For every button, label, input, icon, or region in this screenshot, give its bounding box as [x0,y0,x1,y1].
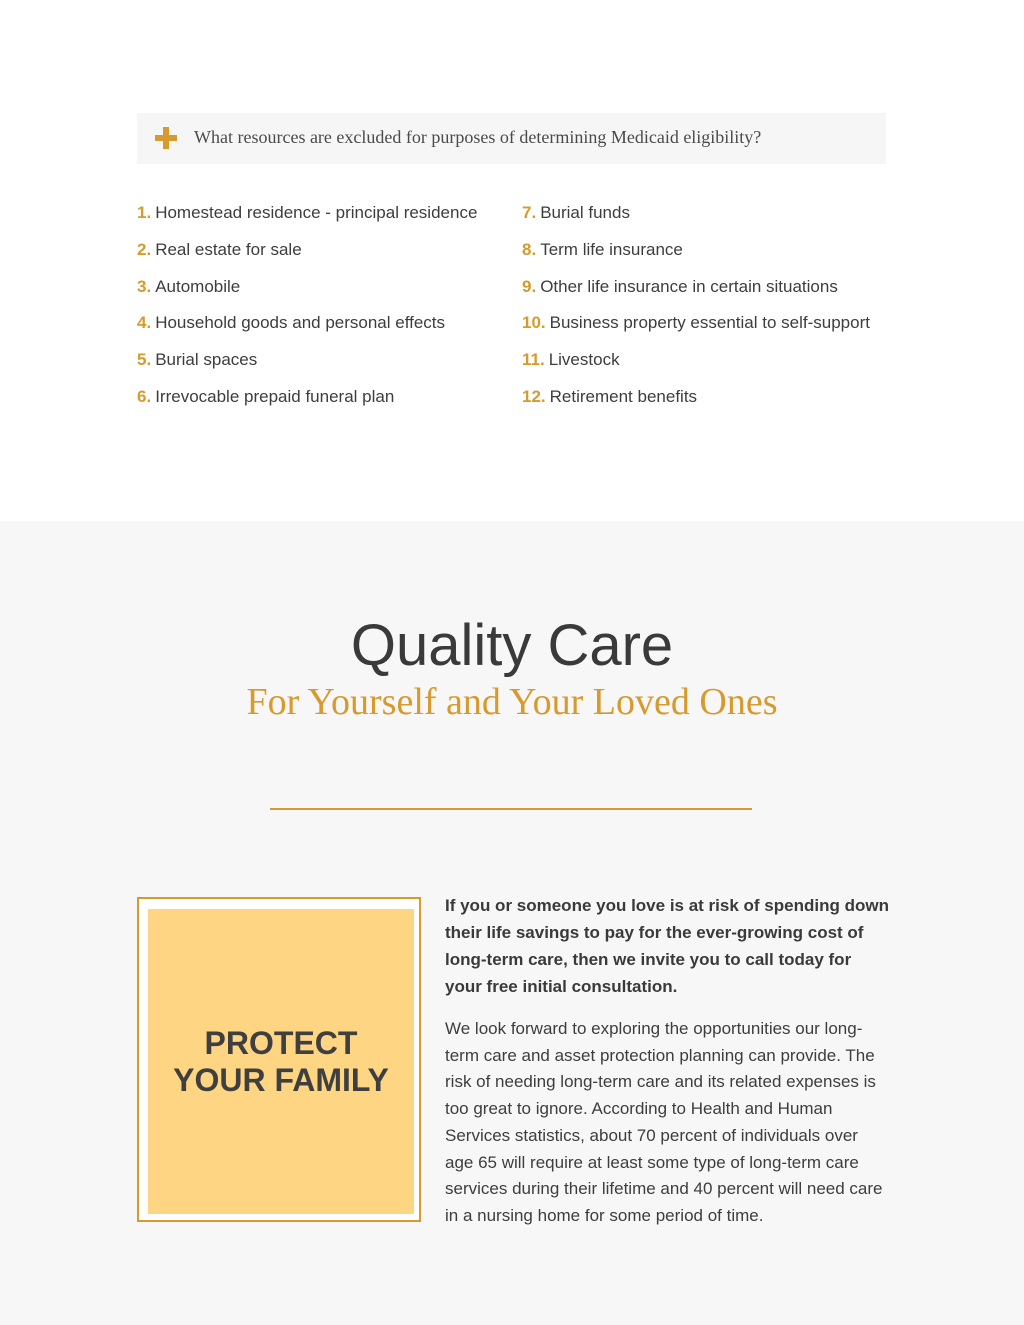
item-text: Burial spaces [155,350,258,370]
item-text: Business property essential to self-support [549,313,870,333]
item-number: 6. [137,386,152,406]
divider [270,808,752,810]
excluded-resources-list-left [137,198,477,419]
callout-line-1: PROTECT [204,1024,358,1061]
plus-icon[interactable] [155,127,177,149]
list-item [137,198,477,235]
item-text: Real estate for sale [155,239,302,259]
excluded-resources-list-right [522,198,870,419]
item-text: Homestead residence - principal residence [155,203,478,222]
list-item [522,198,870,235]
item-number: 1. [137,203,152,222]
quality-care-section [0,521,1024,1325]
callout-text [173,1025,389,1099]
section-title: Quality Care [350,613,674,678]
item-number: 7. [522,203,537,222]
list-item [522,272,870,309]
list-item [522,345,870,382]
item-text: Other life insurance in certain situations [540,276,838,296]
item-number: 2. [137,239,152,259]
section-subtitle: For Yourself and Your Loved Ones [246,681,778,723]
item-number: 9. [522,276,537,296]
body-paragraph: We look forward to exploring the opportunities our long-term care and asset protection planning can provide. The risk of needing long-term care and its related expenses is too great to ignore. According to Health and Human Services statistics, about 70 percent of individuals over age 65 will require at least some type of long-term care services during their lifetime and 40 percent will need care in a nursing home for some period of time. [445,1019,883,1225]
item-number: 3. [137,276,152,296]
list-item [137,272,477,309]
item-number: 12. [522,386,546,406]
item-text: Livestock [548,350,620,370]
callout-line-2: YOUR FAMILY [173,1061,389,1098]
list-item [522,235,870,272]
faq-question-bar[interactable] [137,113,886,164]
item-number: 11. [522,350,545,370]
item-number: 8. [522,239,537,259]
item-text: Burial funds [540,203,630,222]
item-text: Term life insurance [540,239,683,259]
item-text: Automobile [155,276,241,296]
faq-question-text: What resources are excluded for purposes of determining Medicaid eligibility? [194,127,762,147]
item-number: 5. [137,350,152,370]
item-text: Household goods and personal effects [155,313,446,333]
list-item [137,345,477,382]
callout-box [148,909,414,1214]
list-item [522,308,870,345]
item-text: Irrevocable prepaid funeral plan [155,386,395,406]
list-item [522,382,870,419]
list-item [137,382,477,419]
list-item [137,308,477,345]
list-item [137,235,477,272]
protect-family-callout [137,897,421,1222]
intro-paragraph: If you or someone you love is at risk of spending down their life savings to pay for the ever-growing cost of long-term care, then we invite you to call today for your free initial consultation. [445,896,889,996]
item-number: 4. [137,313,152,333]
item-number: 10. [522,313,546,333]
item-text: Retirement benefits [549,386,698,406]
